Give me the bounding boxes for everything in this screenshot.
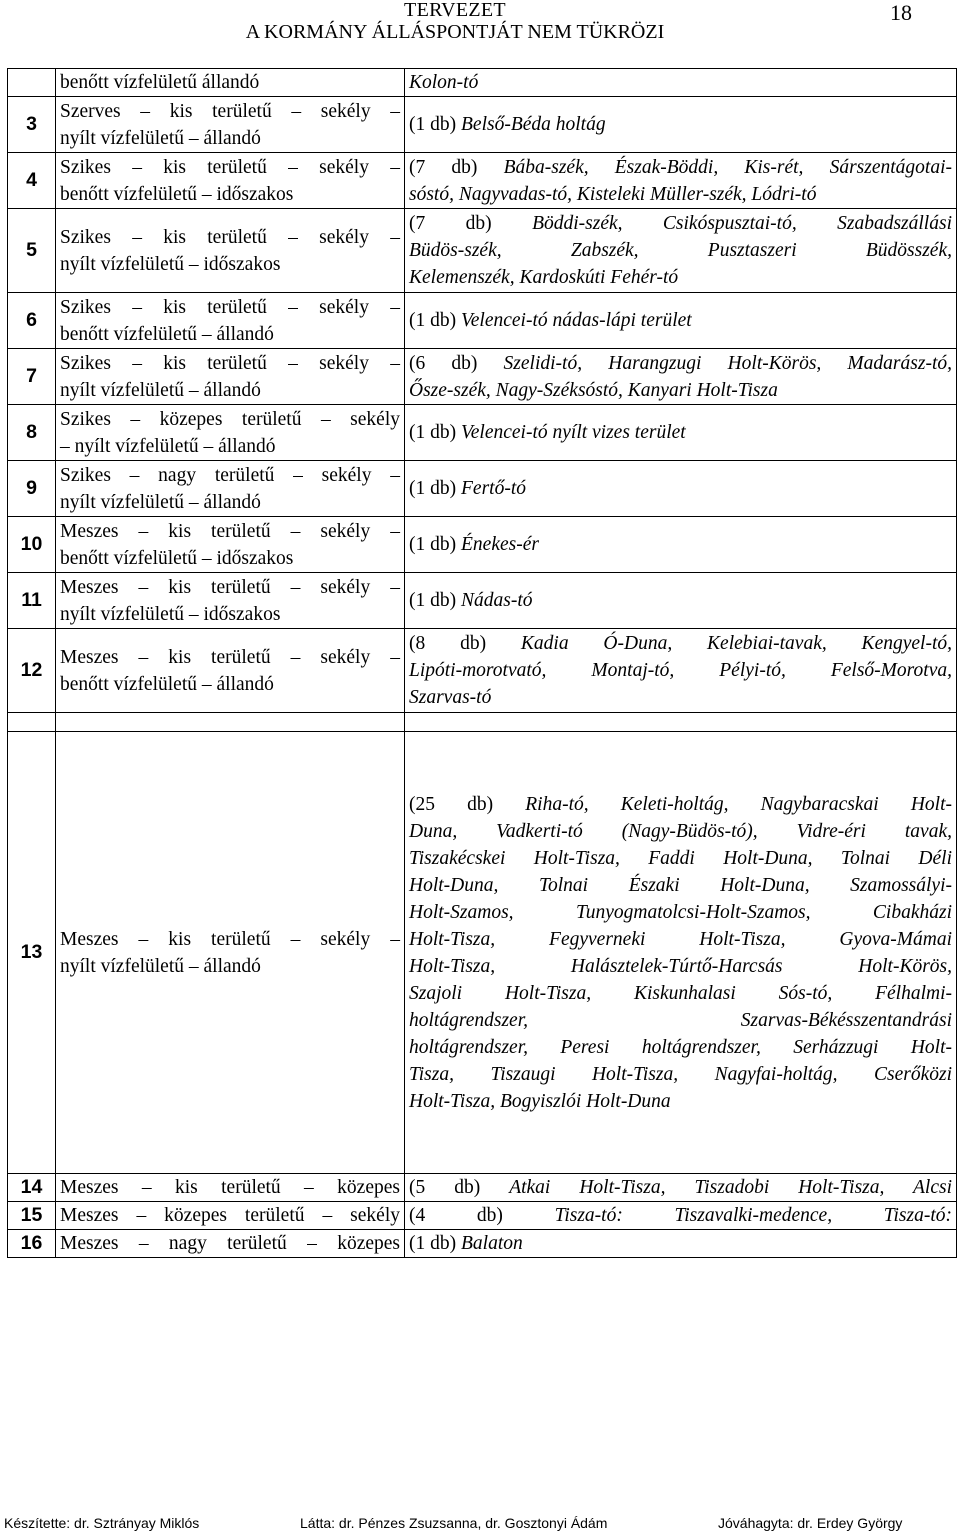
lake-names: Böddi-szék, Csikóspusztai-tó, Szabadszállási	[532, 213, 952, 234]
table-row	[8, 349, 957, 405]
lake-type-cell	[56, 1174, 405, 1202]
lake-names: holtágrendszer, Peresi holtágrendszer, Serházzugi Holt-	[409, 1036, 952, 1058]
lake-count: (1 db)	[409, 534, 461, 555]
row-number: 3	[8, 97, 56, 153]
lake-count: (25 db)	[409, 793, 526, 815]
lakes-cell	[405, 1230, 957, 1258]
lake-count: (7 db)	[409, 213, 533, 234]
lake-type-line: Szikes – kis területű – sekély –	[60, 296, 400, 318]
lake-names: Büdös-szék, Zabszék, Pusztaszeri Büdösszék,	[409, 240, 952, 261]
lake-type-line: Szikes – kis területű – sekély –	[60, 156, 400, 178]
footer-prepared: Készítette: dr. Sztrányay Miklós	[4, 1515, 200, 1531]
lakes-line	[409, 980, 952, 1007]
lake-type-line: Szikes – nagy területű – sekély –	[60, 464, 400, 486]
lake-count: (1 db)	[409, 114, 461, 135]
gap-cell	[8, 713, 56, 732]
lakes-line	[409, 1061, 952, 1088]
lakes-line	[409, 630, 952, 657]
lake-type-line: nyílt vízfelületű – állandó	[60, 955, 261, 977]
lake-type-cell	[56, 209, 405, 293]
row-number: 12	[8, 629, 56, 713]
lake-names: Szelidi-tó, Harangzugi Holt-Körös, Madarász-tó,	[503, 352, 952, 374]
lake-type-line: Meszes – kis területű – közepes	[60, 1177, 400, 1198]
lakes-line	[409, 419, 952, 446]
lakes-line	[409, 818, 952, 845]
page-header	[0, 0, 960, 60]
disclaimer-label: A KORMÁNY ÁLLÁSPONTJÁT NEM TÜKRÖZI	[245, 21, 665, 43]
table-row	[8, 405, 957, 461]
lakes-line	[409, 899, 952, 926]
lakes-line	[409, 377, 952, 404]
lake-type-line: Meszes – kis területű – sekély –	[60, 928, 400, 950]
table-row	[8, 517, 957, 573]
lake-type-cell	[56, 1202, 405, 1230]
lakes-line	[409, 872, 952, 899]
lake-names: Belső-Béda holtág	[461, 114, 606, 135]
lake-count: (4 db)	[409, 1205, 555, 1226]
lakes-cell	[405, 209, 957, 293]
lake-names: Szarvas-tó	[409, 687, 492, 708]
lake-type-cell	[56, 1230, 405, 1258]
lakes-cell	[405, 97, 957, 153]
lake-count: (1 db)	[409, 1233, 461, 1254]
gap-cell	[405, 713, 957, 732]
lake-names: sóstó, Nagyvadas-tó, Kisteleki Müller-szék, Lódri-tó	[409, 183, 817, 205]
lake-type-cell	[56, 461, 405, 517]
lake-type-cell	[56, 517, 405, 573]
lakes-line	[409, 69, 952, 96]
lake-names: Lipóti-morotvató, Montaj-tó, Pélyi-tó, Felső-Morotva,	[409, 660, 952, 681]
lakes-cell	[405, 405, 957, 461]
lake-type-cell	[56, 293, 405, 349]
row-number: 6	[8, 293, 56, 349]
lake-names: Holt-Duna, Tolnai Északi Holt-Duna, Szamossályi-	[409, 874, 952, 896]
row-number: 4	[8, 153, 56, 209]
lakes-cell	[405, 1174, 957, 1202]
lake-type-cell	[56, 732, 405, 1174]
row-number: 16	[8, 1230, 56, 1258]
lake-names: Holt-Tisza, Fegyverneki Holt-Tisza, Gyova-Mámai	[409, 928, 952, 950]
lake-type-line: Meszes – nagy területű – közepes	[60, 1233, 400, 1254]
row-number: 9	[8, 461, 56, 517]
table-row	[8, 1174, 957, 1202]
table-row	[8, 209, 957, 293]
lake-count: (5 db)	[409, 1177, 510, 1198]
lakes-line	[409, 587, 952, 614]
lakes-line	[409, 926, 952, 953]
lakes-cell	[405, 629, 957, 713]
lakes-line	[409, 237, 952, 264]
lake-count: (1 db)	[409, 310, 461, 331]
lake-type-line: Meszes – kis területű – sekély –	[60, 520, 400, 542]
lake-type-cell	[56, 69, 405, 97]
lakes-line	[409, 1007, 952, 1034]
lake-count: (1 db)	[409, 478, 461, 499]
lakes-line	[409, 684, 952, 711]
lake-type-line: nyílt vízfelületű – állandó	[60, 491, 261, 513]
lakes-cell	[405, 69, 957, 97]
table-row	[8, 153, 957, 209]
lake-type-cell	[56, 573, 405, 629]
lakes-line	[409, 264, 952, 291]
table-row	[8, 97, 957, 153]
lake-names: Velencei-tó nádas-lápi terület	[461, 310, 692, 331]
lake-count: (6 db)	[409, 352, 504, 374]
lakes-cell	[405, 732, 957, 1174]
lake-names: Holt-Szamos, Tunyogmatolcsi-Holt-Szamos, Cibakházi	[409, 901, 952, 923]
lakes-line	[409, 531, 952, 558]
lake-type-line: Meszes – kis területű – sekély –	[60, 646, 400, 668]
lake-type-table	[7, 68, 957, 1258]
lakes-line	[409, 475, 952, 502]
table-row	[8, 461, 957, 517]
lake-type-cell	[56, 153, 405, 209]
row-number: 14	[8, 1174, 56, 1202]
lake-names: Kolon-tó	[409, 72, 479, 93]
lake-count: (8 db)	[409, 633, 521, 654]
lakes-cell	[405, 1202, 957, 1230]
row-number: 7	[8, 349, 56, 405]
lake-names: Atkai Holt-Tisza, Tiszadobi Holt-Tisza, Alcsi	[509, 1177, 952, 1198]
lakes-cell	[405, 517, 957, 573]
lakes-line	[409, 791, 952, 818]
page-number: 18	[890, 0, 912, 25]
lakes-line	[409, 181, 952, 208]
lake-names: Kelemenszék, Kardoskúti Fehér-tó	[409, 267, 679, 288]
lakes-line	[409, 1230, 952, 1257]
lake-type-line: – nyílt vízfelületű – állandó	[60, 435, 276, 457]
footer-reviewed: Látta: dr. Pénzes Zsuzsanna, dr. Gosztonyi Ádám	[300, 1515, 608, 1531]
lake-type-line: nyílt vízfelületű – állandó	[60, 127, 261, 149]
lakes-line	[409, 1088, 952, 1115]
lake-type-cell	[56, 97, 405, 153]
lakes-line	[409, 1202, 952, 1229]
lake-type-cell	[56, 349, 405, 405]
lake-names: Fertő-tó	[461, 478, 526, 499]
lakes-cell	[405, 573, 957, 629]
row-number: 13	[8, 732, 56, 1174]
table-row	[8, 1202, 957, 1230]
lake-type-line: Szikes – kis területű – sekély –	[60, 352, 400, 374]
lake-count: (1 db)	[409, 590, 461, 611]
table-row	[8, 293, 957, 349]
draft-label: TERVEZET	[404, 0, 506, 21]
table-row	[8, 1230, 957, 1258]
lake-type-line: Szikes – kis területű – sekély –	[60, 226, 400, 248]
lakes-line	[409, 210, 952, 237]
footer-approved: Jóváhagyta: dr. Erdey György	[718, 1515, 903, 1531]
lakes-line	[409, 845, 952, 872]
lake-type-line: Meszes – kis területű – sekély –	[60, 576, 400, 598]
lakes-cell	[405, 153, 957, 209]
lake-type-cell	[56, 629, 405, 713]
lake-names: Bába-szék, Észak-Böddi, Kis-rét, Sárszentágotai-	[503, 156, 952, 178]
lake-type-line: benőtt vízfelületű – időszakos	[60, 183, 294, 205]
row-number: 8	[8, 405, 56, 461]
lake-names: Holt-Tisza, Bogyiszlói Holt-Duna	[409, 1090, 671, 1112]
table-row	[8, 629, 957, 713]
lakes-cell	[405, 293, 957, 349]
lake-names: Nádas-tó	[461, 590, 533, 611]
lake-names: Riha-tó, Keleti-holtág, Nagybaracskai Holt-	[525, 793, 952, 815]
lake-type-line: Meszes – közepes területű – sekély	[60, 1205, 400, 1226]
lake-names: Szajoli Holt-Tisza, Kiskunhalasi Sós-tó, Félhalmi-	[409, 982, 952, 1004]
lake-type-line: benőtt vízfelületű – állandó	[60, 673, 274, 695]
lakes-line	[409, 154, 952, 181]
lake-names: Velencei-tó nyílt vizes terület	[461, 422, 686, 443]
table-row	[8, 732, 957, 1174]
lake-names: Tisza, Tiszaugi Holt-Tisza, Nagyfai-holtág, Cserőközi	[409, 1063, 952, 1085]
lakes-line	[409, 1034, 952, 1061]
lake-names: Balaton	[461, 1233, 523, 1254]
lake-type-line: Szerves – kis területű – sekély –	[60, 100, 400, 122]
lake-names: Énekes-ér	[461, 534, 539, 555]
table-row	[8, 573, 957, 629]
row-number: 10	[8, 517, 56, 573]
lake-names: Tiszakécskei Holt-Tisza, Faddi Holt-Duna, Tolnai Déli	[409, 847, 952, 869]
lake-names: Kadia Ó-Duna, Kelebiai-tavak, Kengyel-tó,	[520, 633, 952, 654]
lake-names: Holt-Tisza, Halásztelek-Túrtő-Harcsás Holt-Körös,	[409, 955, 952, 977]
lake-type-line: benőtt vízfelületű – állandó	[60, 323, 274, 345]
lakes-line	[409, 350, 952, 377]
lake-names: Tisza-tó: Tiszavalki-medence, Tisza-tó:	[554, 1205, 952, 1226]
lake-names: Duna, Vadkerti-tó (Nagy-Büdös-tó), Vidre-éri tavak,	[409, 820, 952, 842]
lake-type-line: benőtt vízfelületű – időszakos	[60, 547, 294, 569]
lake-type-line: benőtt vízfelületű állandó	[60, 72, 260, 93]
lake-count: (7 db)	[409, 156, 504, 178]
lakes-line	[409, 953, 952, 980]
lake-type-line: Szikes – közepes területű – sekély	[60, 408, 400, 430]
lake-names: Ősze-szék, Nagy-Széksóstó, Kanyari Holt-Tisza	[409, 379, 778, 401]
lake-type-line: nyílt vízfelületű – időszakos	[60, 603, 281, 625]
lakes-cell	[405, 461, 957, 517]
lake-type-line: nyílt vízfelületű – időszakos	[60, 253, 281, 275]
row-number: 5	[8, 209, 56, 293]
gap-cell	[56, 713, 405, 732]
lake-names: holtágrendszer, Szarvas-Békésszentandrási	[409, 1009, 952, 1031]
lakes-line	[409, 111, 952, 138]
lake-count: (1 db)	[409, 422, 461, 443]
lakes-line	[409, 307, 952, 334]
table-gap-row	[8, 713, 957, 732]
lake-type-line: nyílt vízfelületű – állandó	[60, 379, 261, 401]
lakes-cell	[405, 349, 957, 405]
lake-type-cell	[56, 405, 405, 461]
row-number: 11	[8, 573, 56, 629]
lakes-line	[409, 657, 952, 684]
lakes-line	[409, 1174, 952, 1201]
table-row	[8, 69, 957, 97]
row-number	[8, 69, 56, 97]
row-number: 15	[8, 1202, 56, 1230]
